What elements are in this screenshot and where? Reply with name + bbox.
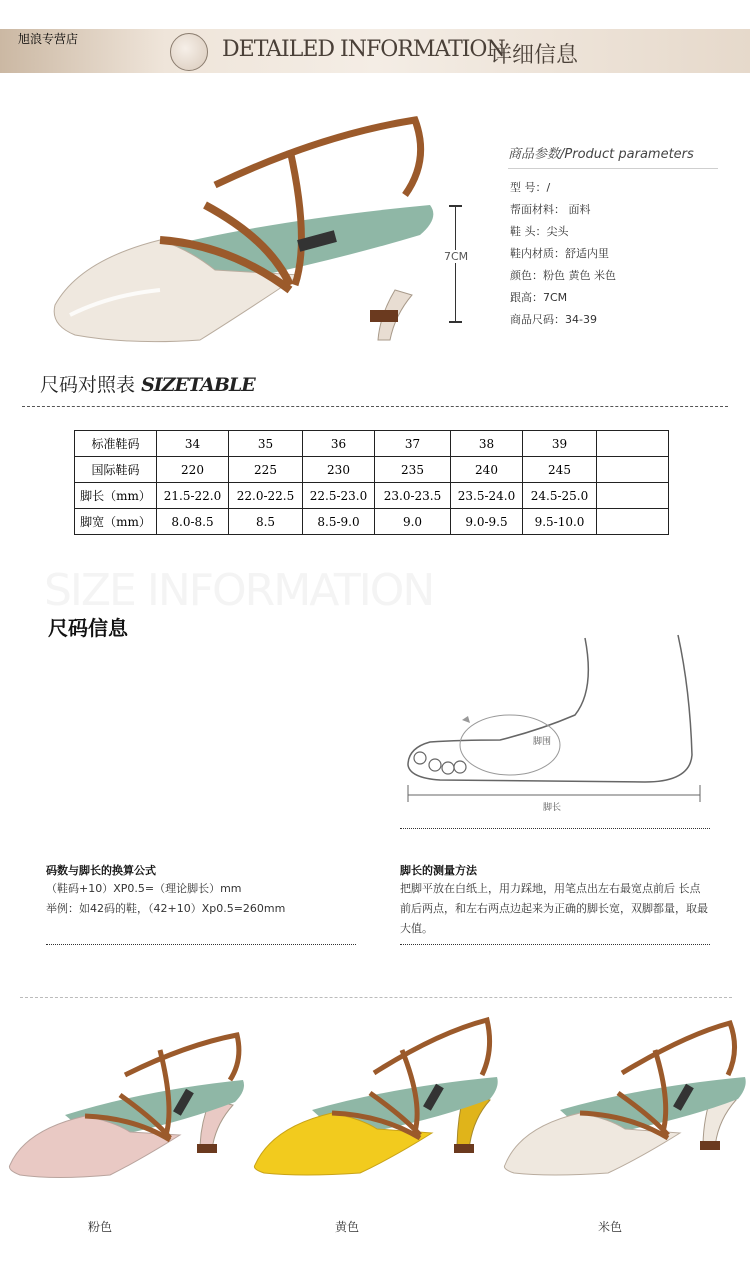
method-line-3: 大值。	[400, 922, 433, 935]
formula-line-2: 举例：如42码的鞋，（42+10）Xp0.5=260mm	[46, 902, 286, 915]
table-cell: 8.0-8.5	[157, 509, 229, 535]
product-parameters-title: 商品参数/Product parameters	[508, 147, 694, 162]
table-cell: 230	[303, 457, 375, 483]
foot-length-label: 脚长	[543, 803, 562, 813]
size-info-ghost-title: SIZE INFORMATION	[44, 565, 434, 616]
table-cell: 22.0-22.5	[229, 483, 303, 509]
table-cell: 37	[375, 431, 451, 457]
yellow-shoe-image	[252, 1015, 502, 1180]
foot-measurement-diagram	[400, 630, 710, 815]
param-sizes: 商品尺码：34-39	[510, 313, 597, 326]
parameters-divider	[508, 168, 718, 169]
table-cell: 240	[451, 457, 523, 483]
table-cell	[597, 509, 669, 535]
method-divider	[400, 944, 710, 945]
beige-shoe-image	[500, 1015, 748, 1180]
method-line-1: 把脚平放在白纸上，用力踩地，用笔点出左右最宽点前后 长点	[400, 882, 701, 895]
table-cell: 21.5-22.0	[157, 483, 229, 509]
color-label-yellow: 黄色	[335, 1220, 360, 1234]
foot-girth-label: 脚围	[533, 737, 552, 747]
table-cell: 245	[523, 457, 597, 483]
table-cell: 9.0	[375, 509, 451, 535]
table-cell: 标准鞋码	[75, 431, 157, 457]
color-label-beige: 米色	[598, 1220, 623, 1234]
size-table-divider	[22, 406, 728, 407]
table-cell: 35	[229, 431, 303, 457]
size-table-title-cn: 尺码对照表	[40, 374, 136, 396]
table-cell	[597, 483, 669, 509]
size-info-title: 尺码信息	[48, 616, 128, 640]
banner-circle-ornament	[170, 33, 208, 71]
table-cell: 脚长（mm）	[75, 483, 157, 509]
table-cell: 39	[523, 431, 597, 457]
table-cell: 24.5-25.0	[523, 483, 597, 509]
size-table-title	[40, 370, 255, 397]
table-cell: 脚宽（mm）	[75, 509, 157, 535]
table-cell: 9.0-9.5	[451, 509, 523, 535]
table-row	[75, 431, 669, 457]
table-row	[75, 457, 669, 483]
table-cell: 9.5-10.0	[523, 509, 597, 535]
param-colors: 颜色：粉色 黄色 米色	[510, 269, 616, 282]
dimension-cap-bottom	[449, 321, 462, 323]
color-label-pink: 粉色	[88, 1220, 113, 1234]
store-name: 旭浪专营店	[18, 32, 79, 46]
size-table	[74, 430, 669, 535]
banner-title-en: DETAILED INFORMATION	[222, 37, 505, 62]
table-cell: 8.5	[229, 509, 303, 535]
dimension-cap-top	[449, 205, 462, 207]
table-cell: 22.5-23.0	[303, 483, 375, 509]
formula-line-1: （鞋码+10）XP0.5=（理论脚长）mm	[46, 882, 242, 895]
formula-divider	[46, 944, 356, 945]
table-cell	[597, 431, 669, 457]
table-cell: 38	[451, 431, 523, 457]
method-line-2: 前后两点，和左右两点边起来为正确的脚长宽，双脚都量，取最	[400, 902, 708, 915]
main-shoe-image	[40, 100, 450, 360]
method-heading: 脚长的测量方法	[400, 864, 477, 877]
table-cell: 国际鞋码	[75, 457, 157, 483]
heel-height-label: 7CM	[444, 250, 469, 263]
table-cell: 220	[157, 457, 229, 483]
param-model: 型 号：/	[510, 181, 551, 194]
table-cell: 8.5-9.0	[303, 509, 375, 535]
param-heel-height: 跟高：7CM	[510, 291, 568, 304]
table-cell	[597, 457, 669, 483]
table-cell: 36	[303, 431, 375, 457]
param-upper-material: 帮面材料： 面料	[510, 203, 591, 216]
table-row	[75, 509, 669, 535]
table-cell: 225	[229, 457, 303, 483]
table-cell: 235	[375, 457, 451, 483]
table-cell: 34	[157, 431, 229, 457]
table-cell: 23.5-24.0	[451, 483, 523, 509]
heel-height-dimension-line	[455, 206, 456, 322]
banner-title-cn: 详细信息	[490, 43, 579, 68]
param-toe: 鞋 头：尖头	[510, 225, 569, 238]
pink-shoe-image	[5, 1020, 245, 1180]
param-lining: 鞋内材质：舒适内里	[510, 247, 609, 260]
size-table-title-en: SIZETABLE	[141, 374, 255, 396]
table-row	[75, 483, 669, 509]
formula-heading: 码数与脚长的换算公式	[46, 864, 156, 877]
table-cell: 23.0-23.5	[375, 483, 451, 509]
section-divider	[20, 997, 732, 998]
diagram-divider	[400, 828, 710, 829]
